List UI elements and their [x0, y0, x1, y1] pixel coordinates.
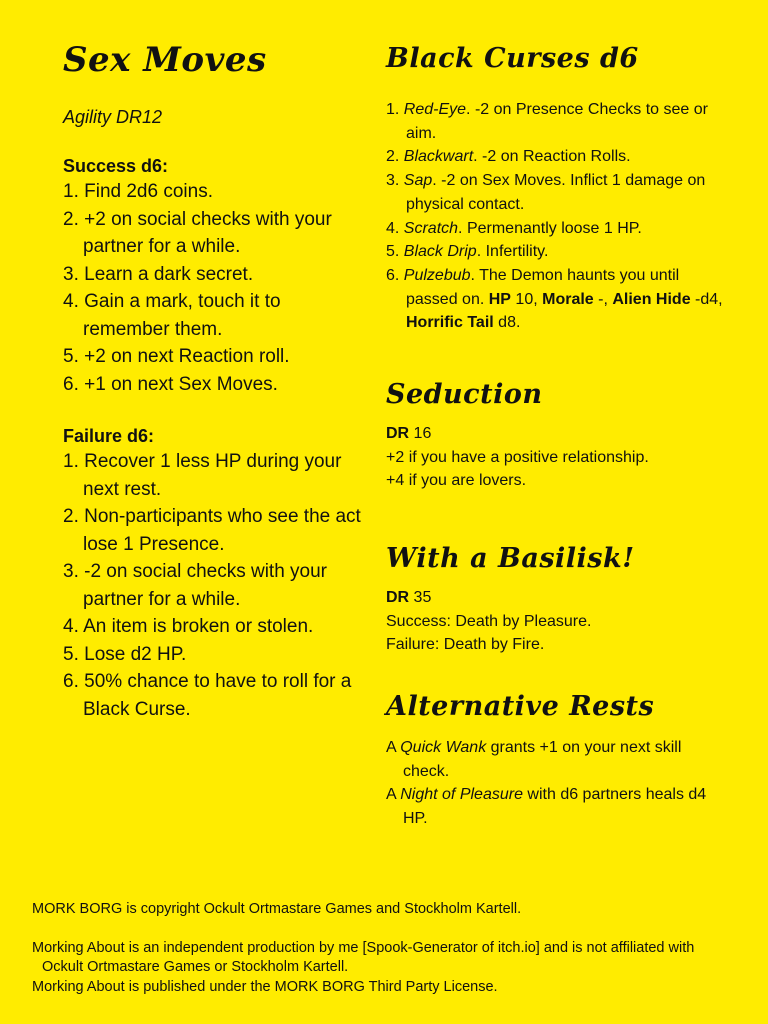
rest-line: A Night of Pleasure with d6 partners heals d4 HP.	[386, 786, 707, 828]
basilisk-line: Failure: Death by Fire.	[386, 636, 545, 654]
list-item: 1. Red-Eye. -2 on Presence Checks to see or aim.	[386, 101, 708, 142]
list-item: 1. Find 2d6 coins.	[63, 181, 213, 202]
seduction-title: Seduction	[386, 379, 543, 410]
list-item: 6. +1 on next Sex Moves.	[63, 373, 278, 395]
success-list	[63, 178, 363, 398]
sex-moves-subtitle: Agility DR12	[63, 107, 163, 127]
list-item: 6. Pulzebub. The Demon haunts you until passed on. HP 10, Morale -, Alien Hide -d4, Horrific Tail d8.	[386, 266, 723, 332]
list-item: 2. Non-participants who see the act lose 1 Presence.	[63, 506, 361, 555]
success-label: Success d6:	[63, 156, 169, 176]
list-item: 2. +2 on social checks with your partner for a while.	[63, 208, 332, 257]
list-item: 3. -2 on social checks with your partner for a while.	[63, 561, 328, 610]
alternative-rests-section	[386, 690, 726, 831]
seduction-section	[386, 378, 726, 493]
basilisk-line: Success: Death by Pleasure.	[386, 612, 592, 630]
seduction-line: +4 if you are lovers.	[386, 472, 527, 490]
black-curses-section	[386, 42, 726, 335]
list-item: 3. Sap. -2 on Sex Moves. Inflict 1 damage on physical contact.	[386, 172, 706, 213]
list-item: 4. Scratch. Permenantly loose 1 HP.	[386, 219, 642, 237]
list-item: 3. Learn a dark secret.	[63, 263, 254, 285]
independence-notice: Morking About is an independent production by me [Spook-Generator of itch.io] and is not affiliated with Ockult Ortmastare Games or Stockholm Kartell.	[32, 939, 695, 975]
legal-footer	[32, 900, 712, 997]
list-item: 4. Gain a mark, touch it to remember them.	[63, 291, 281, 340]
failure-label: Failure d6:	[63, 426, 155, 446]
list-item: 5. Lose d2 HP.	[63, 643, 187, 665]
basilisk-dr: DR 35	[386, 589, 432, 606]
copyright-notice: MORK BORG is copyright Ockult Ortmastare Games and Stockholm Kartell.	[32, 901, 522, 917]
list-item: 2. Blackwart. -2 on Reaction Rolls.	[386, 148, 631, 166]
black-curses-title: Black Curses d6	[386, 43, 639, 74]
list-item: 1. Recover 1 less HP during your next rest.	[63, 451, 342, 500]
seduction-dr: DR 16	[386, 425, 432, 442]
list-item: 6. 50% chance to have to roll for a Black Curse.	[63, 671, 352, 720]
sex-moves-section	[63, 40, 363, 723]
list-item: 5. +2 on next Reaction roll.	[63, 346, 290, 367]
basilisk-title: With a Basilisk!	[386, 543, 635, 574]
list-item: 4. An item is broken or stolen.	[63, 616, 314, 637]
basilisk-section	[386, 542, 726, 657]
alternative-rests-title: Alternative Rests	[386, 691, 655, 722]
rest-line: A Quick Wank grants +1 on your next skill check.	[386, 739, 682, 780]
list-item: 5. Black Drip. Infertility.	[386, 243, 549, 261]
curses-list	[386, 98, 726, 335]
sex-moves-title: Sex Moves	[63, 40, 267, 80]
seduction-line: +2 if you have a positive relationship.	[386, 448, 649, 466]
failure-list	[63, 448, 363, 723]
license-notice: Morking About is published under the MORK BORG Third Party License.	[32, 978, 498, 995]
